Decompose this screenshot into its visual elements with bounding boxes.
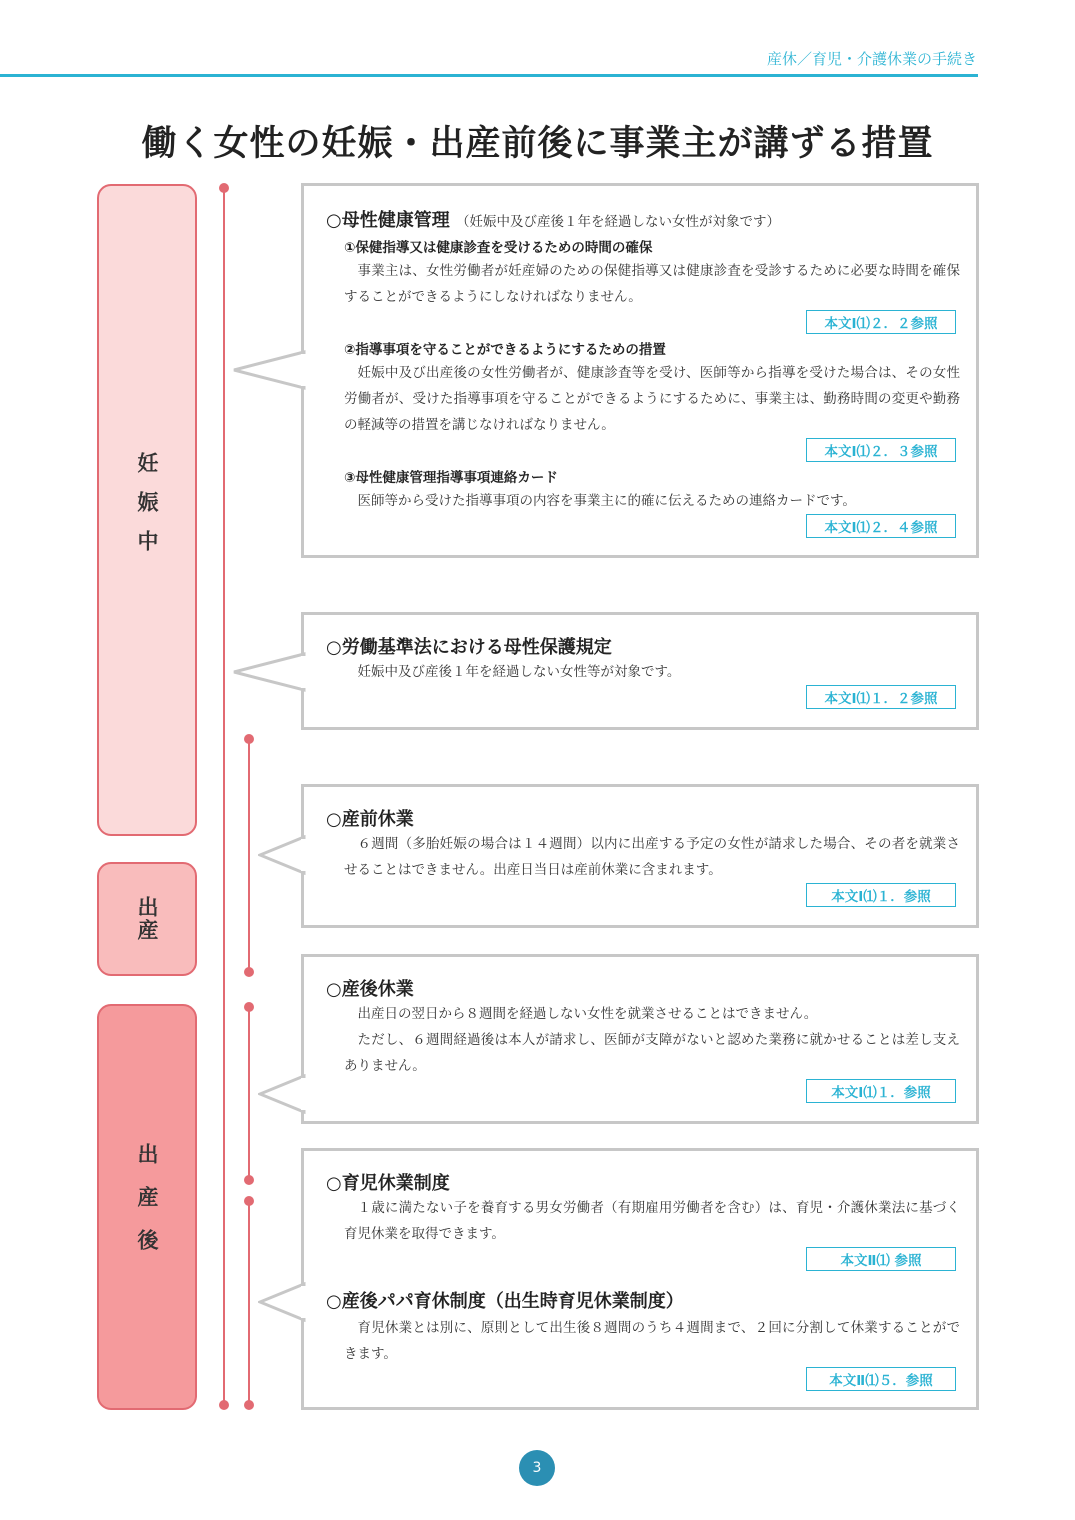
timeline-dot	[244, 734, 254, 744]
box-prenatal-leave	[301, 784, 979, 928]
timeline-birth-line	[248, 740, 250, 972]
phase-birth-label: 出産	[135, 896, 159, 942]
item-text: 医師等から受けた指導事項の内容を事業主に的確に伝えるための連絡カードです。	[357, 493, 856, 509]
box-pointer	[258, 1074, 306, 1114]
item-heading: ③母性健康管理指導事項連絡カード	[344, 470, 558, 486]
timeline-postnatal-line	[248, 1008, 250, 1180]
timeline-dot	[244, 1175, 254, 1185]
item-heading: ②指導事項を守ることができるようにするための措置	[344, 342, 666, 358]
box-labor-standards	[301, 612, 979, 730]
reference-tag: 本文Ⅱ⑴ 参照	[806, 1247, 956, 1271]
box-text: ただし、６週間経過後は本人が請求し、医師が支障がないと認めた業務に就かせることは差し支えありません。	[344, 1032, 960, 1074]
box-title-note: （妊娠中及び産後１年を経過しない女性が対象です）	[456, 214, 780, 230]
phase-birth	[97, 862, 197, 976]
timeline-dot	[244, 1196, 254, 1206]
phase-postpartum	[97, 1004, 197, 1410]
box-pointer	[232, 350, 306, 390]
header-rule	[0, 74, 978, 77]
box-pointer	[258, 835, 306, 875]
box-text: 育児休業とは別に、原則として出生後８週間のうち４週間まで、２回に分割して休業することができます。	[344, 1320, 960, 1362]
timeline-dot	[244, 1002, 254, 1012]
box-maternal-health-title	[326, 206, 780, 232]
reference-tag: 本文Ⅱ⑴５．参照	[806, 1367, 956, 1391]
item-text: 妊娠中及び出産後の女性労働者が、健康診査等を受け、医師等から指導を受けた場合は、その女性労働者が、受けた指導事項を守ることができるようにするために、事業主は、勤務時間の変更や勤務の軽減等の措置を講じなければなりません。	[344, 365, 960, 433]
reference-tag: 本文Ⅰ⑴２．３参照	[806, 438, 956, 462]
timeline-childcare-line	[248, 1202, 250, 1404]
box-labor-standards-title: ○労働基準法における母性保護規定	[326, 637, 612, 658]
timeline-dot	[219, 183, 229, 193]
phase-postpartum-label: 出産後	[135, 1142, 159, 1272]
item-text: 事業主は、女性労働者が妊産婦のための保健指導又は健康診査を受診するために必要な時間を確保することができるようにしなければなりません。	[344, 263, 960, 305]
phase-pregnancy	[97, 184, 197, 836]
timeline-main-line	[223, 188, 225, 1406]
box-title-text: ○母性健康管理	[326, 210, 450, 231]
box-childcare-leave	[301, 1148, 979, 1410]
box-text: 出産日の翌日から８週間を経過しない女性を就業させることはできません。	[357, 1006, 818, 1022]
box-pointer	[232, 652, 306, 692]
box-postnatal-leave	[301, 954, 979, 1124]
item-heading: ①保健指導又は健康診査を受けるための時間の確保	[344, 240, 653, 256]
reference-tag: 本文Ⅰ⑴２．２参照	[806, 310, 956, 334]
timeline-dot	[219, 1400, 229, 1410]
section-header: 産休／育児・介護休業の手続き	[766, 50, 977, 68]
box-text: ６週間（多胎妊娠の場合は１４週間）以内に出産する予定の女性が請求した場合、その者を就業させることはできません。出産日当日は産前休業に含まれます。	[344, 836, 960, 878]
timeline-dot	[244, 1400, 254, 1410]
box-pointer	[258, 1282, 306, 1322]
phase-pregnancy-label: 妊娠中	[135, 451, 159, 569]
box-papa-leave-title: ○産後パパ育休制度（出生時育児休業制度）	[326, 1291, 684, 1312]
timeline-dot	[244, 967, 254, 977]
box-text: 妊娠中及び産後１年を経過しない女性等が対象です。	[357, 664, 681, 680]
reference-tag: 本文Ⅰ⑴１．参照	[806, 883, 956, 907]
reference-tag: 本文Ⅰ⑴１．参照	[806, 1079, 956, 1103]
page-title: 働く女性の妊娠・出産前後に事業主が講ずる措置	[141, 124, 934, 164]
box-childcare-title: ○育児休業制度	[326, 1173, 450, 1194]
reference-tag: 本文Ⅰ⑴１．２参照	[806, 685, 956, 709]
box-maternal-health	[301, 183, 979, 558]
reference-tag: 本文Ⅰ⑴２．４参照	[806, 514, 956, 538]
box-prenatal-leave-title: ○産前休業	[326, 809, 414, 830]
page-number: 3	[519, 1450, 555, 1486]
box-postnatal-leave-title: ○産後休業	[326, 979, 414, 1000]
box-text: １歳に満たない子を養育する男女労働者（有期雇用労働者を含む）は、育児・介護休業法に基づく育児休業を取得できます。	[344, 1200, 960, 1242]
